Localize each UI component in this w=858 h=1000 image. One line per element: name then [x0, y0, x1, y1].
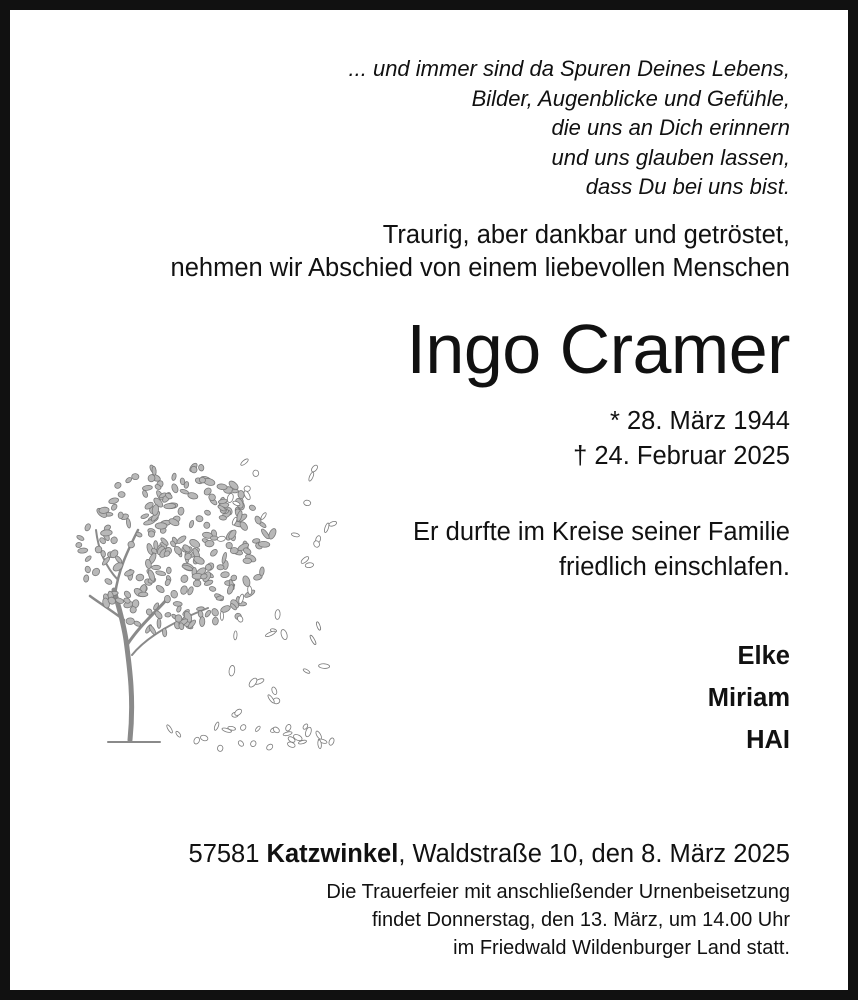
fallen-leaf [283, 731, 293, 737]
leaf [291, 532, 300, 537]
leaf [104, 577, 113, 585]
leaf [180, 574, 190, 584]
leaf [227, 529, 237, 540]
leaf [166, 567, 171, 573]
leaf [310, 464, 318, 473]
mourner-name: Elke [737, 642, 790, 670]
leaf [309, 635, 317, 646]
leaf [210, 607, 219, 617]
leaf [118, 512, 123, 519]
leaf [217, 745, 223, 752]
mourner-name: HAI [746, 726, 790, 754]
leaf [155, 570, 166, 576]
leaf [209, 586, 217, 592]
leaf [142, 485, 153, 491]
leaf [255, 725, 261, 732]
ceremony-line: Die Trauerfeier mit anschließender Urnenbeisetzung [326, 881, 790, 903]
leaf [180, 488, 190, 495]
leaf [285, 724, 292, 732]
leaf [303, 668, 311, 674]
leaf [78, 548, 88, 554]
leaf [198, 464, 204, 471]
intro-line: nehmen wir Abschied von einem liebevollen Menschen [170, 254, 790, 282]
leaf [175, 614, 183, 622]
leaf [193, 580, 201, 588]
intro-line: Traurig, aber dankbar und getröstet, [382, 221, 790, 249]
poem-line: Bilder, Augenblicke und Gefühle, [471, 85, 790, 111]
leaf [157, 618, 161, 628]
leaf [217, 483, 228, 490]
fallen-leaf [213, 721, 219, 730]
leaf [233, 631, 237, 640]
windblown-tree-icon [68, 430, 348, 760]
leaf [308, 472, 315, 482]
leaf [316, 621, 322, 630]
leaf [195, 515, 203, 522]
leaf [162, 628, 167, 637]
address-line [189, 838, 790, 870]
mourners-list [708, 635, 790, 761]
leaf [265, 743, 273, 751]
leaf [204, 522, 210, 528]
ceremony-info [326, 878, 790, 962]
leaf [204, 509, 212, 516]
leaf [140, 513, 149, 520]
leaf [173, 601, 182, 606]
leaf [118, 491, 125, 497]
leaf [232, 489, 239, 493]
leaf [204, 609, 212, 618]
leaf [180, 585, 189, 595]
mourner-name: Miriam [707, 684, 790, 712]
leaf [164, 503, 176, 509]
leaf [126, 518, 131, 528]
ceremony-line: findet Donnerstag, den 13. März, um 14.00 Uhr [371, 909, 790, 931]
poem-line: die uns an Dich erinnern [551, 115, 790, 140]
leaf [253, 470, 259, 477]
leaf [217, 536, 226, 542]
poem-line: ... und immer sind da Spuren Deines Lebens, [348, 56, 790, 81]
leaf [188, 520, 194, 529]
ceremony-line: im Friedwald Wildenburger Land statt. [453, 937, 790, 959]
leaf [135, 574, 144, 582]
poem-line: dass Du bei uns bist. [585, 174, 790, 199]
leaf [131, 473, 139, 479]
postcode: 57581 [188, 840, 260, 868]
leaf [123, 590, 132, 599]
leaf [142, 490, 149, 499]
farewell-text [413, 515, 790, 585]
leaf [258, 541, 270, 548]
leaf [280, 629, 288, 641]
leaf [217, 565, 224, 570]
leaf [248, 504, 256, 511]
leaf [155, 584, 166, 594]
fallen-leaf [166, 724, 174, 734]
leaf [126, 618, 134, 625]
leaf [210, 536, 218, 540]
town: Katzwinkel [266, 840, 399, 868]
leaf [165, 612, 172, 617]
fallen-leaf [200, 734, 209, 741]
leaf [138, 592, 148, 597]
farewell-line: friedlich einschlafen. [558, 553, 790, 581]
leaf [152, 565, 161, 569]
leaf [170, 590, 178, 599]
poem-line: und uns glauben lassen, [551, 144, 790, 170]
leaf [100, 529, 112, 536]
memorial-poem [349, 54, 790, 202]
leaf [124, 569, 135, 578]
leaf [328, 520, 337, 527]
leaf [114, 481, 123, 489]
leaf [212, 617, 219, 625]
leaf [205, 540, 214, 547]
leaf [84, 555, 92, 563]
birth-date: * 28. März 1944 [609, 407, 790, 435]
leaf [171, 473, 177, 481]
street-and-date: , Waldstraße 10, den 8. März 2025 [398, 840, 790, 868]
leaf [209, 548, 218, 557]
leaf [84, 566, 91, 574]
leaf [114, 555, 123, 564]
leaf [275, 609, 281, 619]
leaf [220, 611, 223, 620]
leaf [84, 523, 92, 532]
life-dates [573, 404, 790, 474]
fallen-leaf [237, 740, 244, 748]
leaf [228, 665, 235, 676]
fallen-leaf [193, 736, 201, 745]
leaf [164, 578, 171, 586]
leaf [110, 536, 119, 545]
leaf [127, 540, 136, 549]
leaf [108, 497, 119, 505]
fallen-leaf [328, 737, 335, 746]
leaf [76, 534, 85, 541]
fallen-leaf [175, 731, 182, 738]
leaf [305, 562, 314, 568]
leaf [75, 542, 82, 548]
leaf [240, 458, 249, 467]
leaf [199, 617, 205, 627]
leaf [176, 535, 187, 545]
leaf [135, 531, 143, 538]
deceased-name: Ingo Cramer [406, 310, 790, 388]
leaf [318, 663, 329, 668]
leaf [265, 630, 276, 637]
leaf [171, 483, 180, 494]
leaf [155, 523, 167, 529]
leaf [153, 541, 158, 550]
leaf [91, 567, 101, 577]
leaf [259, 567, 264, 576]
fallen-leaf [250, 740, 257, 748]
fallen-leaf [239, 724, 247, 732]
leaf [110, 503, 118, 511]
leaf [247, 586, 252, 595]
leaf [164, 595, 170, 603]
leaf [271, 686, 278, 695]
fallen-leaf [315, 730, 323, 740]
leaf [187, 586, 195, 596]
leaf [130, 606, 137, 613]
leaf [248, 677, 259, 689]
farewell-line: Er durfte im Kreise seiner Familie [413, 518, 790, 546]
leaf [243, 558, 252, 564]
leaf [220, 571, 229, 578]
leaf [303, 500, 311, 506]
leaf [260, 512, 267, 520]
leaf [83, 575, 89, 583]
leaf [95, 546, 102, 553]
announcement-intro [171, 219, 790, 285]
death-date: † 24. Februar 2025 [573, 442, 790, 470]
leaf [177, 507, 184, 516]
